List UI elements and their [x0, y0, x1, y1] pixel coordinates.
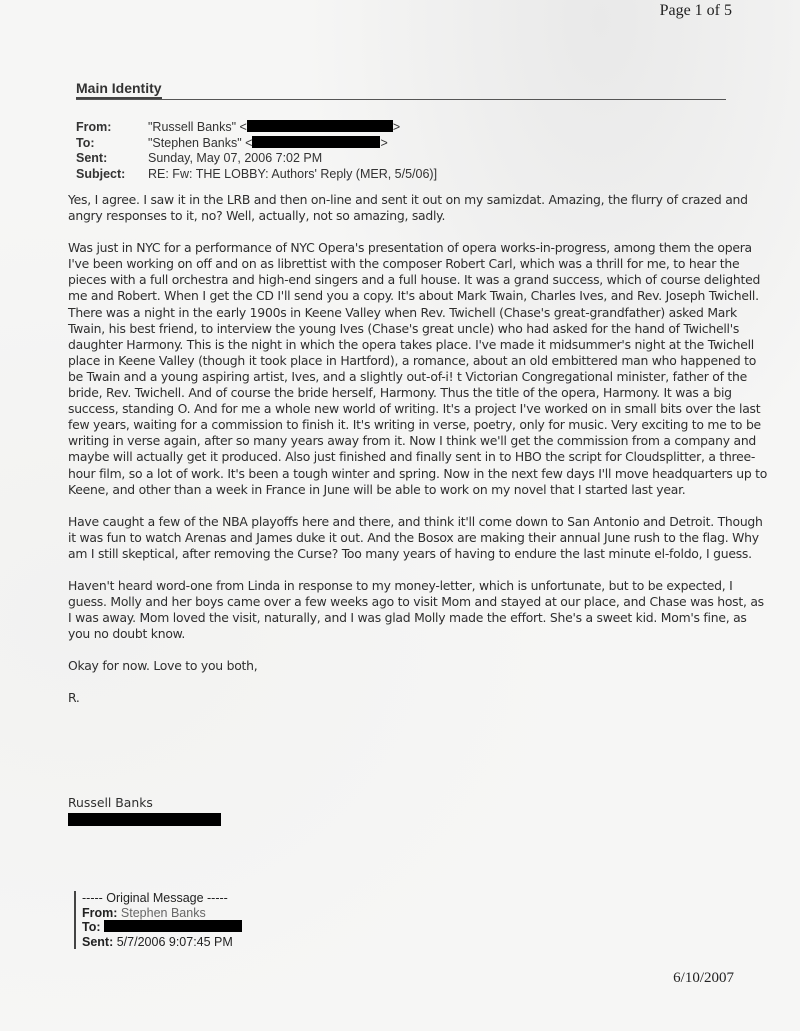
header-divider: [76, 99, 726, 100]
print-date: 6/10/2007: [673, 970, 734, 986]
email-body: [68, 192, 768, 723]
original-from-link[interactable]: Stephen Banks: [120, 905, 206, 920]
subject-label: Subject:: [76, 166, 126, 181]
redacted-email: [252, 136, 380, 148]
body-paragraph: Have caught a few of the NBA playoffs here and there, and think it'll come down to San Antonio and Detroit. Though it was fun to watch Arenas and James duke it out. And the Bosox are making their annual June rush to the flag. Why am I still skeptical, after removing the Curse? Too many years of having to endure the last minute el-foldo, I guess.: [68, 513, 763, 561]
body-paragraph: Yes, I agree. I saw it in the LRB and then on-line and sent it out on my samizdat. Amazing, the flurry of crazed and angry responses to it, no? Well, actually, not so amazing, sadly.: [68, 192, 748, 224]
original-sent-row: Sent: 5/7/2006 9:07:45 PM: [82, 934, 233, 949]
identity-title: Main Identity: [76, 80, 162, 100]
initial-signoff: R.: [68, 690, 80, 706]
redacted-recipient: [104, 920, 242, 932]
sent-label: Sent:: [76, 151, 108, 165]
original-to-row: To:: [82, 920, 242, 935]
to-value: "Stephen Banks" < >: [148, 135, 388, 150]
closing-line: Okay for now. Love to you both,: [68, 658, 258, 674]
redacted-email: [247, 120, 393, 132]
subject-row: [76, 167, 437, 183]
page-indicator: Page 1 of 5: [659, 2, 732, 19]
redacted-signature-block: [68, 813, 221, 826]
body-paragraph: Haven't heard word-one from Linda in response to my money-letter, which is unfortunate, but to be expected, I guess. Molly and her boys came over a few weeks ago to visit Mom and stayed at our place, and Chase was host, as I was away. Mom loved the visit, naturally, and I was glad Molly made the effort. She's a sweet kid. Mom's fine, as you no doubt know.: [68, 577, 764, 642]
from-label: From:: [76, 120, 112, 134]
identity-header: [76, 80, 726, 100]
to-row: [76, 136, 437, 152]
sent-row: [76, 151, 437, 167]
sent-value: Sunday, May 07, 2006 7:02 PM: [148, 151, 323, 165]
email-headers: [76, 120, 437, 182]
original-from-row: From: Stephen Banks: [82, 905, 206, 920]
subject-value: RE: Fw: THE LOBBY: Authors' Reply (MER, 5/5/06)]: [148, 166, 438, 181]
signature-name: Russell Banks: [68, 795, 153, 810]
original-message: [74, 891, 242, 949]
original-message-divider: ----- Original Message -----: [82, 891, 228, 905]
to-label: To:: [76, 135, 95, 150]
body-paragraph: Was just in NYC for a performance of NYC Opera's presentation of opera works-in-progress, among them the opera I've been working on off and on as librettist with the composer Robert Carl, which was a thrill for me, to hear the pieces with a full orchestra and high-end singers and a full house. It was a grand success, which of course delighted me and Robert. When I get the CD I'll send you a copy. It's about Mark Twain, Charles Ives, and Rev. Joseph Twichell. There was a night in the early 1900s in Keene Valley when Rev. Twichell (Chase's great-grandfather) asked Mark Twain, his best friend, to interview the young Ives (Chase's great uncle) who had asked for the hand of Twichell's daughter Harmony. This is the night in which the opera takes place. I've made it midsummer's night at the Twichell place in Keene Valley (though it took place in Hartford), a romance, about an old embittered man who happened to be Twain and a young aspiring artist, Ives, and a slightly out-of-i! t Victorian Congregational minister, father of the bride, Rev. Twichell. And of course the bride herself, Harmony. Thus the title of the opera, Harmony. It was a big success, standing O. And for me a whole new world of writing. It's a project I've worked on in small bits over the last few years, waiting for a commission to finish it. It's writing in verse, poetry, only for music. Very exciting to me to be writing in verse again, after so many years away from it. Now I think we'll get the commission from a company and maybe will actually get it produced. Also just finished and finally sent in to HBO the script for Cloudsplitter, a three-hour film, so a lot of work. It's been a tough winter and spring. Now in the next few days I'll move headquarters up to Keene, and other than a week in France in June will be able to work on my novel that I started last year.: [68, 240, 768, 497]
from-row: [76, 120, 437, 136]
from-value: "Russell Banks" < >: [148, 120, 401, 134]
